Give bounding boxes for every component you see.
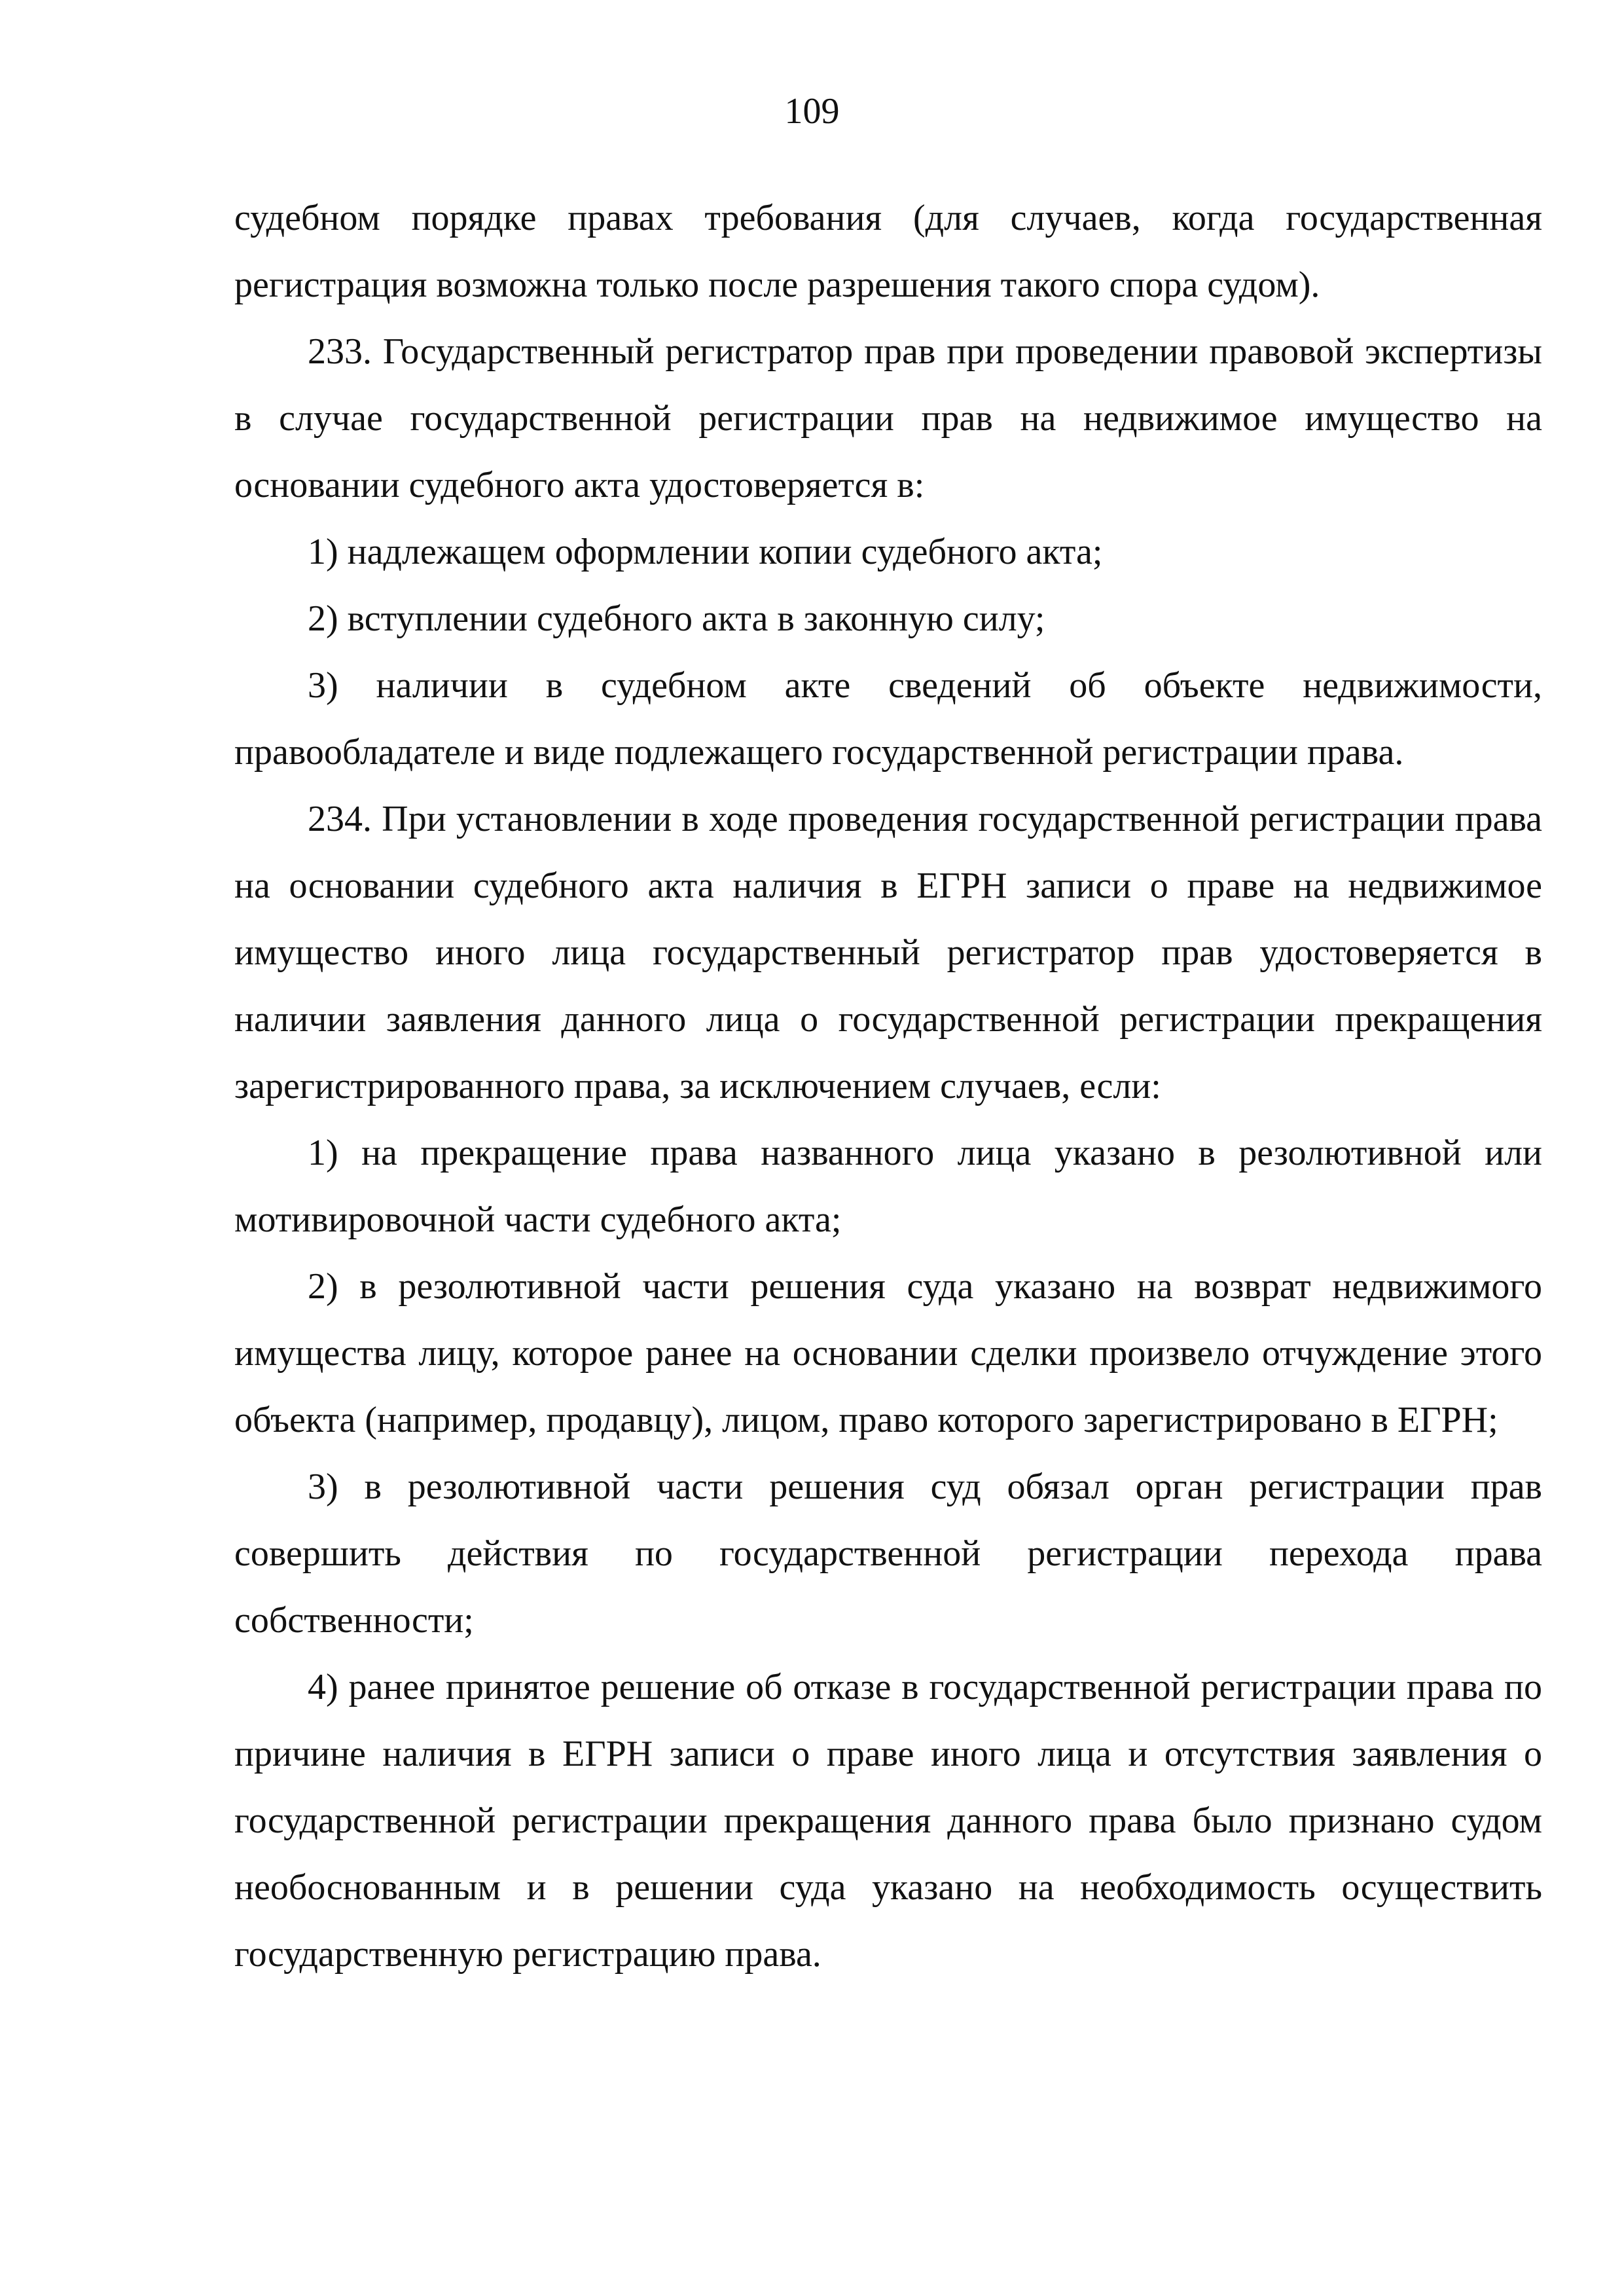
paragraph-233-item-1: 1) надлежащем оформлении копии судебного акта; xyxy=(308,532,1103,572)
paragraph-233: 233. Государственный регистратор прав при проведении правовой экспертизы в случае государственной регистрации прав на недвижимое имущество на основании судебного акта удостоверяется в: xyxy=(234,331,1542,505)
paragraph-234: 234. При установлении в ходе проведения государственной регистрации права на основании судебного акта наличия в ЕГРН записи о праве на недвижимое имущество иного лица государственный регистратор прав удостоверяется в наличии заявления данного лица о государственной регистрации прекращения зарегистрированного права, за исключением случаев, если: xyxy=(234,799,1542,1106)
paragraph-233-item-3: 3) наличии в судебном акте сведений об объекте недвижимости, правообладателе и виде подлежащего государственной регистрации права. xyxy=(234,665,1542,773)
paragraph-234-item-3: 3) в резолютивной части решения суд обязал орган регистрации прав совершить действия по государственной регистрации перехода права собственности; xyxy=(234,1467,1542,1641)
paragraph-continuation: судебном порядке правах требования (для случаев, когда государственная регистрация возможна только после разрешения такого спора судом). xyxy=(234,198,1542,305)
paragraph-234-item-4: 4) ранее принятое решение об отказе в государственной регистрации права по причине наличия в ЕГРН записи о праве иного лица и отсутствия заявления о государственной регистрации прекращения данного права было признано судом необоснованным и в решении суда указано на необходимость осуществить государственную регистрацию права. xyxy=(234,1667,1542,1975)
document-body xyxy=(234,185,1542,1988)
paragraph-234-item-1: 1) на прекращение права названного лица указано в резолютивной или мотивировочной части судебного акта; xyxy=(234,1133,1542,1240)
paragraph-234-item-2: 2) в резолютивной части решения суда указано на возврат недвижимого имущества лицу, которое ранее на основании сделки произвело отчуждение этого объекта (например, продавцу), лицом, право которого зарегистрировано в ЕГРН; xyxy=(234,1266,1542,1440)
page-number: 109 xyxy=(784,91,840,132)
paragraph-233-item-2: 2) вступлении судебного акта в законную силу; xyxy=(308,598,1045,639)
